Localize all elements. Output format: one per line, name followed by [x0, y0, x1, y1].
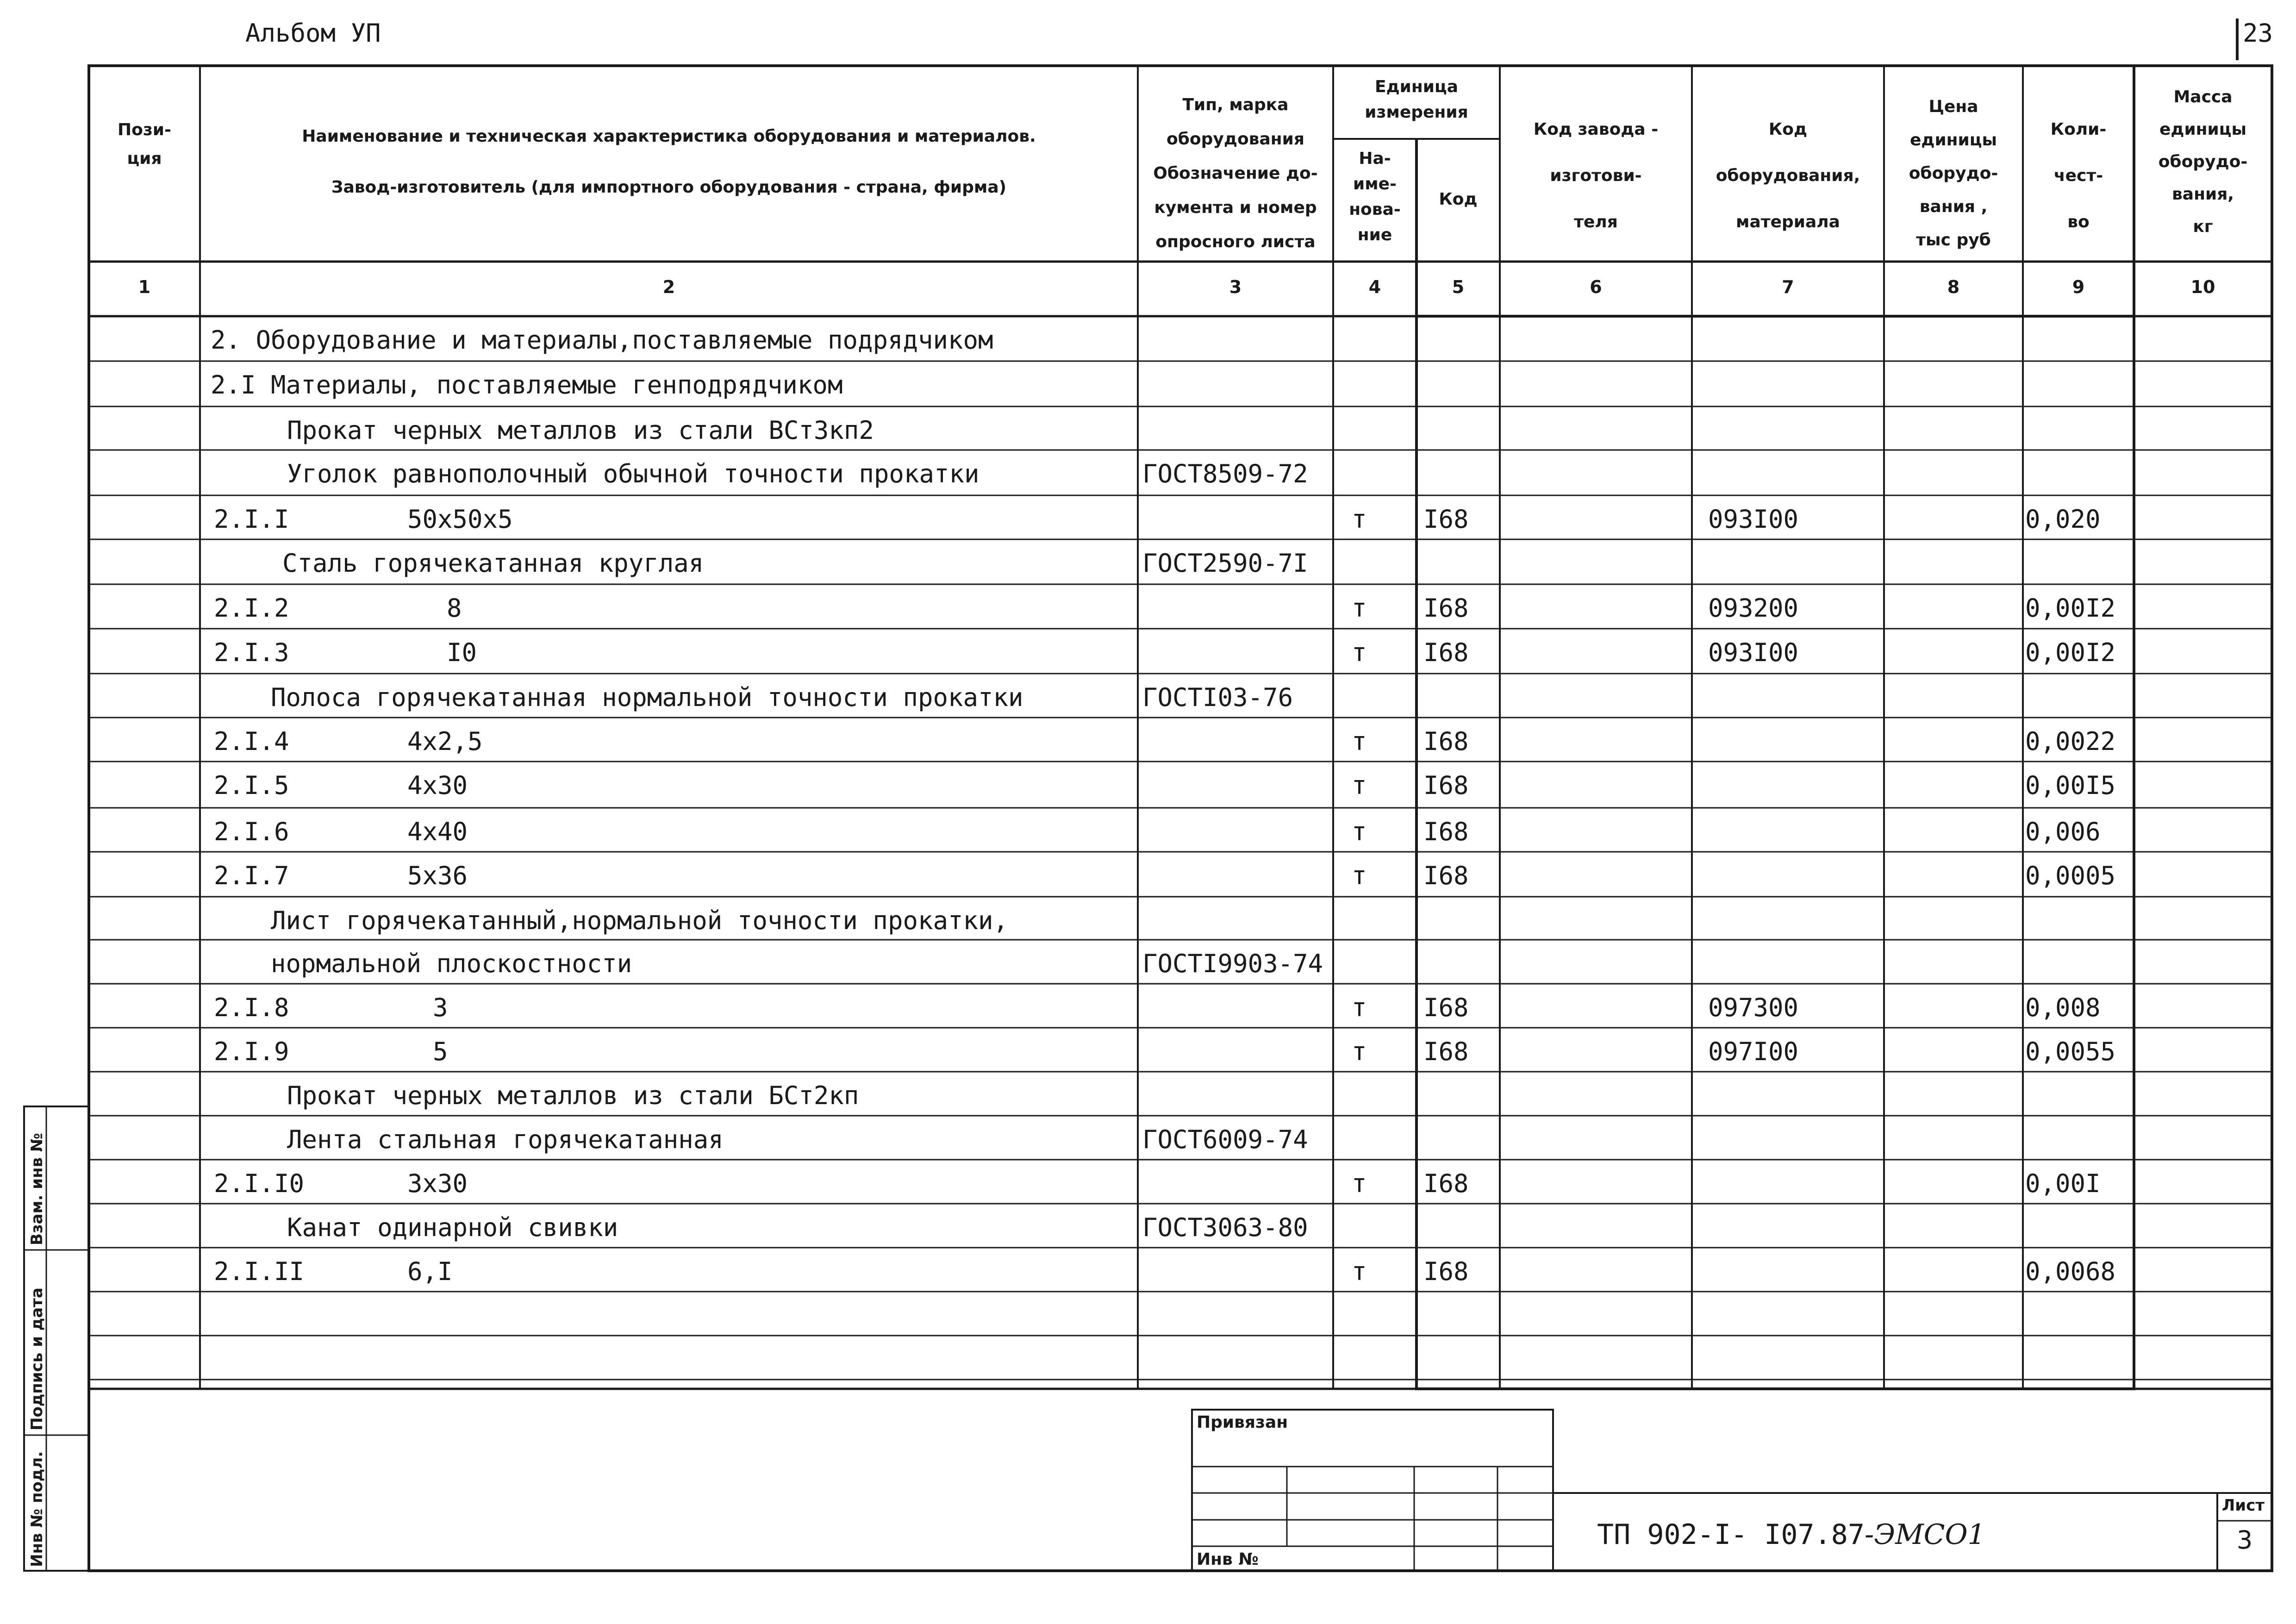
inv-number-label: Инв №: [1197, 1550, 1259, 1569]
col-header-position: Пози- ция: [118, 120, 171, 168]
col-header-mass: Масса единицы оборудо- вания, кг: [2158, 87, 2248, 236]
col-number: 3: [1229, 277, 1242, 297]
row-doc: ГОСТ8509-72: [1142, 459, 1308, 488]
col-header-unit-group: Единица измерения: [1365, 77, 1468, 122]
row-name: Сталь горячекатанная круглая: [282, 549, 704, 578]
col-number: 6: [1590, 277, 1602, 297]
row-unit-code: I68: [1423, 638, 1469, 667]
row-quantity: 0,008: [2025, 993, 2101, 1022]
album-label: Альбом УП: [245, 19, 381, 48]
row-position: 2.I.9: [214, 1037, 289, 1066]
row-material-code: 093I00: [1708, 638, 1799, 667]
row-unit-code: I68: [1423, 593, 1469, 623]
row-name: 8: [447, 593, 462, 623]
row-material-code: 097I00: [1708, 1037, 1799, 1066]
row-unit: т: [1352, 771, 1367, 800]
row-unit: т: [1352, 727, 1367, 756]
row-quantity: 0,00I2: [2025, 638, 2116, 667]
row-unit: т: [1352, 593, 1367, 623]
row-quantity: 0,0005: [2025, 861, 2116, 890]
row-unit: т: [1352, 1169, 1367, 1198]
row-name: нормальной плоскостности: [271, 949, 632, 978]
row-name: Уголок равнополочный обычной точности прокатки: [287, 459, 980, 488]
col-header-price: Цена единицы оборудо- вания , тыс руб: [1909, 97, 1998, 250]
row-quantity: 0,020: [2025, 505, 2101, 534]
row-unit: т: [1352, 638, 1367, 667]
page-number: 23: [2243, 19, 2273, 48]
row-unit-code: I68: [1423, 993, 1469, 1022]
col-number: 2: [662, 277, 675, 297]
row-name: 4х40: [407, 817, 468, 846]
row-quantity: 0,0022: [2025, 727, 2116, 756]
row-name: 2. Оборудование и материалы,поставляемые подрядчиком: [211, 325, 993, 355]
col-number: 9: [2072, 277, 2085, 297]
row-position: 2.I.4: [214, 727, 289, 756]
col-header-type: Тип, марка оборудования Обозначение до- кумента и номер опросного листа: [1153, 95, 1318, 251]
row-name: 3: [433, 993, 448, 1022]
row-name: 4х30: [407, 771, 468, 800]
row-quantity: 0,006: [2025, 817, 2101, 846]
row-name: Прокат черных металлов из стали ВСт3кп2: [287, 416, 874, 445]
row-unit-code: I68: [1423, 1257, 1469, 1286]
col-number: 8: [1947, 277, 1960, 297]
row-position: 2.I.II: [214, 1257, 305, 1286]
col-header-name: Наименование и техническая характеристика оборудования и материалов. Завод-изготовитель (для импортного оборудования - страна, фирма): [302, 127, 1036, 197]
row-unit-code: I68: [1423, 505, 1469, 534]
row-unit: т: [1352, 1037, 1367, 1066]
bound-label: Привязан: [1197, 1413, 1288, 1432]
row-doc: ГОСТ6009-74: [1142, 1125, 1308, 1154]
row-unit-code: I68: [1423, 1037, 1469, 1066]
row-unit-code: I68: [1423, 771, 1469, 800]
side-label-signature-date: Подпись и дата: [28, 1287, 46, 1430]
row-unit-code: I68: [1423, 817, 1469, 846]
row-name: 3х30: [407, 1169, 468, 1198]
row-unit: т: [1352, 817, 1367, 846]
row-position: 2.I.I: [214, 505, 289, 534]
col-header-material-code: Код оборудования, материала: [1716, 120, 1860, 231]
row-position: 2.I.5: [214, 771, 289, 800]
row-position: 2.I.6: [214, 817, 289, 846]
row-unit-code: I68: [1423, 861, 1469, 890]
row-position: 2.I.2: [214, 593, 289, 623]
side-label-original-inv: Инв № подл.: [28, 1451, 46, 1567]
row-name: I0: [447, 638, 477, 667]
row-unit: т: [1352, 861, 1367, 890]
col-header-quantity: Коли- чест- во: [2050, 120, 2107, 231]
row-quantity: 0,00I2: [2025, 593, 2116, 623]
row-unit-code: I68: [1423, 727, 1469, 756]
row-doc: ГОСТ2590-7I: [1142, 549, 1308, 578]
row-name: 50х50х5: [407, 505, 513, 534]
row-name: 6,I: [407, 1257, 453, 1286]
row-name: 5: [433, 1037, 448, 1066]
row-quantity: 0,0068: [2025, 1257, 2116, 1286]
row-unit: т: [1352, 505, 1367, 534]
col-number: 7: [1782, 277, 1794, 297]
col-number: 1: [138, 277, 151, 297]
row-name: 2.I Материалы, поставляемые генподрядчиком: [211, 370, 843, 400]
row-name: Полоса горячекатанная нормальной точности прокатки: [271, 683, 1023, 712]
row-material-code: 097300: [1708, 993, 1799, 1022]
col-header-unit-name: На- име- нова- ние: [1349, 149, 1401, 244]
row-position: 2.I.3: [214, 638, 289, 667]
row-doc: ГОСТI03-76: [1142, 683, 1293, 712]
col-number: 5: [1452, 277, 1465, 297]
row-name: 4х2,5: [407, 727, 483, 756]
row-position: 2.I.7: [214, 861, 289, 890]
row-name: Канат одинарной свивки: [287, 1213, 618, 1242]
sheet-number: 3: [2236, 1525, 2253, 1555]
document-code: ТП 902-I- I07.87-ЭМСО1: [1597, 1518, 1985, 1551]
row-quantity: 0,0055: [2025, 1037, 2116, 1066]
side-label-replace-inv: Взам. инв №: [28, 1133, 46, 1245]
row-material-code: 093I00: [1708, 505, 1799, 534]
row-name: Прокат черных металлов из стали БСт2кп: [287, 1081, 859, 1110]
row-unit-code: I68: [1423, 1169, 1469, 1198]
row-quantity: 0,00I: [2025, 1169, 2101, 1198]
row-quantity: 0,00I5: [2025, 771, 2116, 800]
col-number: 4: [1368, 277, 1381, 297]
row-name: Лист горячекатанный,нормальной точности прокатки,: [271, 906, 1009, 935]
row-position: 2.I.8: [214, 993, 289, 1022]
row-unit: т: [1352, 993, 1367, 1022]
row-doc: ГОСТ3063-80: [1142, 1213, 1308, 1242]
row-material-code: 093200: [1708, 593, 1799, 623]
col-header-factory-code: Код завода - изготови- теля: [1533, 120, 1659, 231]
row-position: 2.I.I0: [214, 1169, 305, 1198]
row-unit: т: [1352, 1257, 1367, 1286]
col-header-unit-code: Код: [1439, 190, 1478, 209]
row-doc: ГОСТI9903-74: [1142, 949, 1323, 978]
sheet-label: Лист: [2222, 1496, 2265, 1515]
row-name: 5х36: [407, 861, 468, 890]
row-name: Лента стальная горячекатанная: [287, 1125, 724, 1154]
col-number: 10: [2190, 277, 2215, 297]
